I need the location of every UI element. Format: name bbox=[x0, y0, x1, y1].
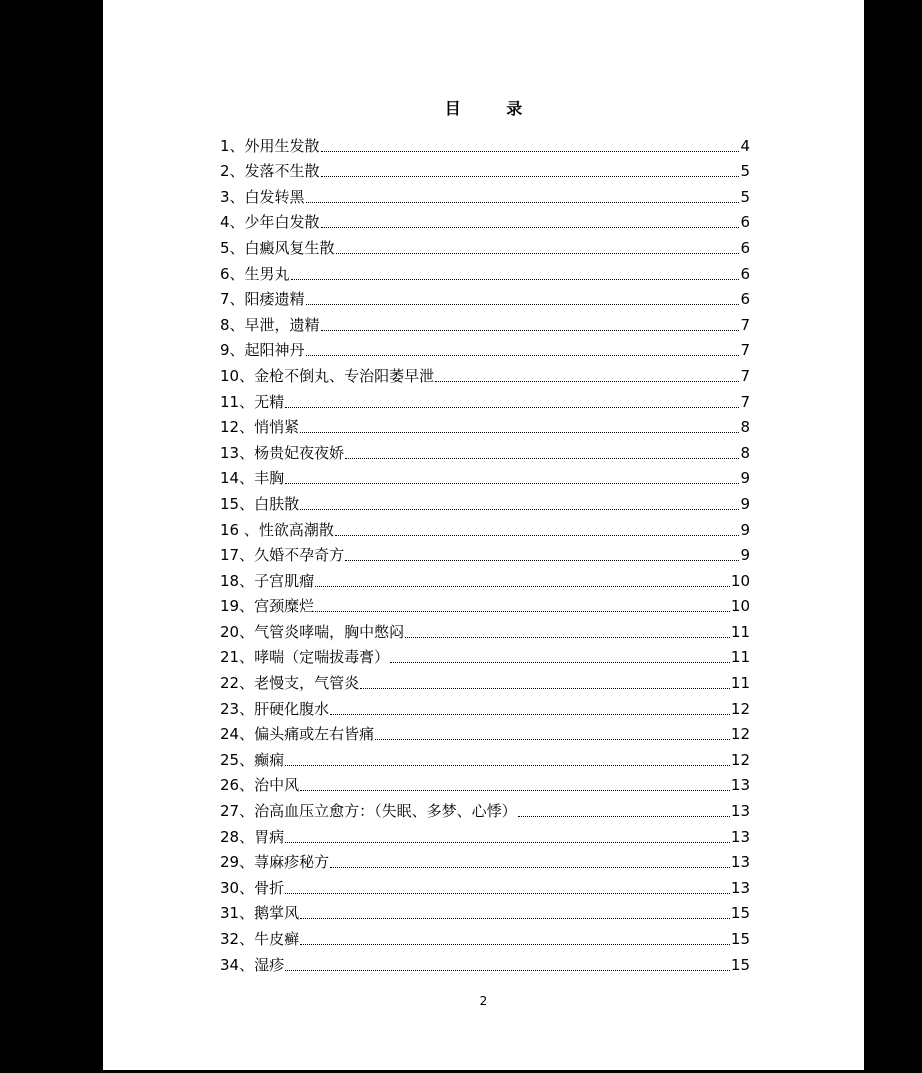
toc-entry-label: 34、湿疹 bbox=[220, 955, 285, 974]
toc-leader-dots bbox=[330, 713, 730, 715]
toc-leader-dots bbox=[285, 764, 730, 766]
toc-leader-dots bbox=[321, 329, 740, 331]
toc-entry-label: 15、白肤散 bbox=[220, 494, 300, 513]
toc-entry-page: 8 bbox=[740, 418, 750, 437]
toc-entry[interactable] bbox=[220, 744, 750, 770]
toc-leader-dots bbox=[291, 278, 740, 280]
toc-leader-dots bbox=[300, 508, 739, 510]
toc-entry-label: 28、胃病 bbox=[220, 827, 285, 846]
toc-entry[interactable] bbox=[220, 386, 750, 412]
toc-entry-page: 13 bbox=[730, 776, 750, 795]
toc-entry-label: 20、气管炎哮喘，胸中憋闷 bbox=[220, 622, 405, 641]
toc-entry[interactable] bbox=[220, 693, 750, 719]
toc-leader-dots bbox=[306, 354, 740, 356]
toc-entry[interactable] bbox=[220, 437, 750, 463]
toc-leader-dots bbox=[300, 431, 739, 433]
toc-entry[interactable] bbox=[220, 770, 750, 796]
toc-leader-dots bbox=[300, 917, 730, 919]
toc-entry[interactable] bbox=[220, 719, 750, 745]
toc-entry-label: 2、发落不生散 bbox=[220, 162, 320, 181]
toc-entry-label: 12、悄悄紧 bbox=[220, 418, 300, 437]
toc-entry[interactable] bbox=[220, 540, 750, 566]
toc-entry-page: 15 bbox=[730, 930, 750, 948]
toc-entry-label: 6、生男丸 bbox=[220, 264, 290, 283]
toc-entry-label: 16 、性欲高潮散 bbox=[220, 520, 334, 539]
toc-entry-page: 12 bbox=[730, 725, 750, 744]
toc-leader-dots bbox=[285, 406, 739, 408]
toc-leader-dots bbox=[390, 661, 730, 663]
toc-entry-page: 4 bbox=[740, 136, 750, 155]
toc-entry-page: 11 bbox=[730, 622, 750, 641]
toc-leader-dots bbox=[360, 687, 730, 689]
toc-entry-page: 6 bbox=[740, 264, 750, 283]
toc-entry-page: 10 bbox=[730, 597, 750, 616]
toc-entry-label: 18、子宫肌瘤 bbox=[220, 571, 315, 590]
toc-entry-label: 30、骨折 bbox=[220, 878, 285, 897]
toc-leader-dots bbox=[285, 969, 730, 971]
toc-entry[interactable] bbox=[220, 360, 750, 386]
toc-entry[interactable] bbox=[220, 565, 750, 591]
toc-entry-label: 17、久婚不孕奇方 bbox=[220, 546, 345, 565]
toc-leader-dots bbox=[321, 226, 740, 228]
toc-entry[interactable] bbox=[220, 488, 750, 514]
toc-leader-dots bbox=[335, 534, 740, 536]
toc-entry-page: 11 bbox=[730, 648, 750, 667]
toc-entry-page: 15 bbox=[730, 904, 750, 923]
table-of-contents bbox=[220, 130, 750, 975]
toc-leader-dots bbox=[375, 738, 730, 740]
toc-leader-dots bbox=[315, 585, 730, 587]
toc-entry[interactable] bbox=[220, 847, 750, 873]
toc-leader-dots bbox=[315, 610, 730, 612]
toc-entry-page: 8 bbox=[740, 443, 750, 462]
toc-entry-page: 12 bbox=[730, 750, 750, 769]
toc-entry[interactable] bbox=[220, 821, 750, 847]
toc-entry-label: 11、无精 bbox=[220, 392, 285, 411]
toc-leader-dots bbox=[306, 201, 740, 203]
toc-entry-page: 9 bbox=[740, 520, 750, 539]
toc-entry-page: 13 bbox=[730, 802, 750, 821]
toc-leader-dots bbox=[300, 943, 730, 945]
toc-entry-page: 6 bbox=[740, 213, 750, 232]
toc-entry-page: 6 bbox=[740, 238, 750, 257]
toc-entry[interactable] bbox=[220, 181, 750, 207]
toc-entry[interactable] bbox=[220, 898, 750, 924]
toc-entry-label: 31、鹅掌风 bbox=[220, 904, 300, 923]
toc-entry-label: 26、治中风 bbox=[220, 776, 300, 795]
toc-leader-dots bbox=[285, 892, 730, 894]
toc-entry[interactable] bbox=[220, 616, 750, 642]
toc-entry-page: 15 bbox=[730, 955, 750, 974]
toc-leader-dots bbox=[345, 559, 739, 561]
toc-leader-dots bbox=[321, 150, 740, 152]
toc-entry-label: 9、起阳神丹 bbox=[220, 341, 305, 360]
toc-entry-label: 5、白癜风复生散 bbox=[220, 238, 335, 257]
toc-entry-page: 9 bbox=[740, 494, 750, 513]
toc-entry-label: 4、少年白发散 bbox=[220, 213, 320, 232]
toc-entry[interactable] bbox=[220, 130, 750, 156]
toc-entry[interactable] bbox=[220, 207, 750, 233]
toc-entry-page: 13 bbox=[730, 853, 750, 872]
toc-entry-page: 13 bbox=[730, 878, 750, 897]
toc-leader-dots bbox=[285, 841, 730, 843]
toc-entry-page: 10 bbox=[730, 571, 750, 590]
toc-entry-label: 22、老慢支，气管炎 bbox=[220, 674, 360, 693]
toc-leader-dots bbox=[285, 482, 739, 484]
toc-entry[interactable] bbox=[220, 667, 750, 693]
toc-entry[interactable] bbox=[220, 872, 750, 898]
toc-leader-dots bbox=[336, 252, 740, 254]
toc-leader-dots bbox=[345, 457, 739, 459]
toc-entry-label: 19、宫颈糜烂 bbox=[220, 597, 315, 616]
toc-entry-label: 13、杨贵妃夜夜娇 bbox=[220, 443, 345, 462]
document-page bbox=[103, 0, 864, 1070]
toc-entry-page: 11 bbox=[730, 674, 750, 693]
toc-entry-page: 6 bbox=[740, 290, 750, 309]
toc-entry-page: 12 bbox=[730, 699, 750, 718]
toc-leader-dots bbox=[405, 636, 730, 638]
toc-entry[interactable] bbox=[220, 309, 750, 335]
toc-entry-page: 7 bbox=[740, 392, 750, 411]
toc-entry-page: 13 bbox=[730, 827, 750, 846]
toc-entry[interactable] bbox=[220, 284, 750, 310]
toc-entry-page: 5 bbox=[740, 187, 750, 206]
toc-entry-label: 8、早泄，遗精 bbox=[220, 315, 320, 334]
toc-entry[interactable] bbox=[220, 591, 750, 617]
toc-entry-label: 24、偏头痛或左右皆痛 bbox=[220, 725, 375, 744]
toc-leader-dots bbox=[321, 175, 740, 177]
toc-leader-dots bbox=[306, 303, 740, 305]
toc-entry-page: 7 bbox=[740, 341, 750, 360]
toc-entry-label: 21、哮喘（定喘拔毒膏） bbox=[220, 648, 390, 667]
toc-entry-page: 9 bbox=[740, 546, 750, 565]
page-number: 2 bbox=[479, 994, 488, 1008]
toc-entry-page: 9 bbox=[740, 469, 750, 488]
toc-entry[interactable] bbox=[220, 412, 750, 438]
toc-title: 目 录 bbox=[444, 99, 543, 118]
toc-entry[interactable] bbox=[220, 642, 750, 668]
toc-entry-label: 25、癫痫 bbox=[220, 750, 285, 769]
toc-entry-page: 7 bbox=[740, 366, 750, 385]
toc-entry[interactable] bbox=[220, 795, 750, 821]
toc-entry[interactable] bbox=[220, 258, 750, 284]
toc-entry-page: 5 bbox=[740, 162, 750, 181]
toc-entry-label: 7、阳痿遗精 bbox=[220, 290, 305, 309]
toc-entry[interactable] bbox=[220, 514, 750, 540]
toc-entry-label: 1、外用生发散 bbox=[220, 136, 320, 155]
toc-entry[interactable] bbox=[220, 463, 750, 489]
toc-leader-dots bbox=[300, 789, 730, 791]
toc-entry-label: 27、治高血压立愈方：（失眠、多梦、心悸） bbox=[220, 802, 517, 821]
toc-entry-label: 10、金枪不倒丸、专治阳萎早泄 bbox=[220, 366, 435, 385]
toc-entry[interactable] bbox=[220, 335, 750, 361]
toc-leader-dots bbox=[518, 815, 730, 817]
toc-entry-label: 14、丰胸 bbox=[220, 469, 285, 488]
toc-leader-dots bbox=[330, 866, 730, 868]
toc-entry-label: 3、白发转黑 bbox=[220, 187, 305, 206]
toc-entry-label: 23、肝硬化腹水 bbox=[220, 699, 330, 718]
toc-entry[interactable] bbox=[220, 156, 750, 182]
toc-leader-dots bbox=[435, 380, 739, 382]
toc-entry-label: 32、牛皮癣 bbox=[220, 930, 300, 948]
toc-entry-page: 7 bbox=[740, 315, 750, 334]
toc-entry[interactable] bbox=[220, 949, 750, 975]
toc-entry[interactable] bbox=[220, 923, 750, 949]
toc-entry[interactable] bbox=[220, 232, 750, 258]
toc-entry-label: 29、荨麻疹秘方 bbox=[220, 853, 330, 872]
